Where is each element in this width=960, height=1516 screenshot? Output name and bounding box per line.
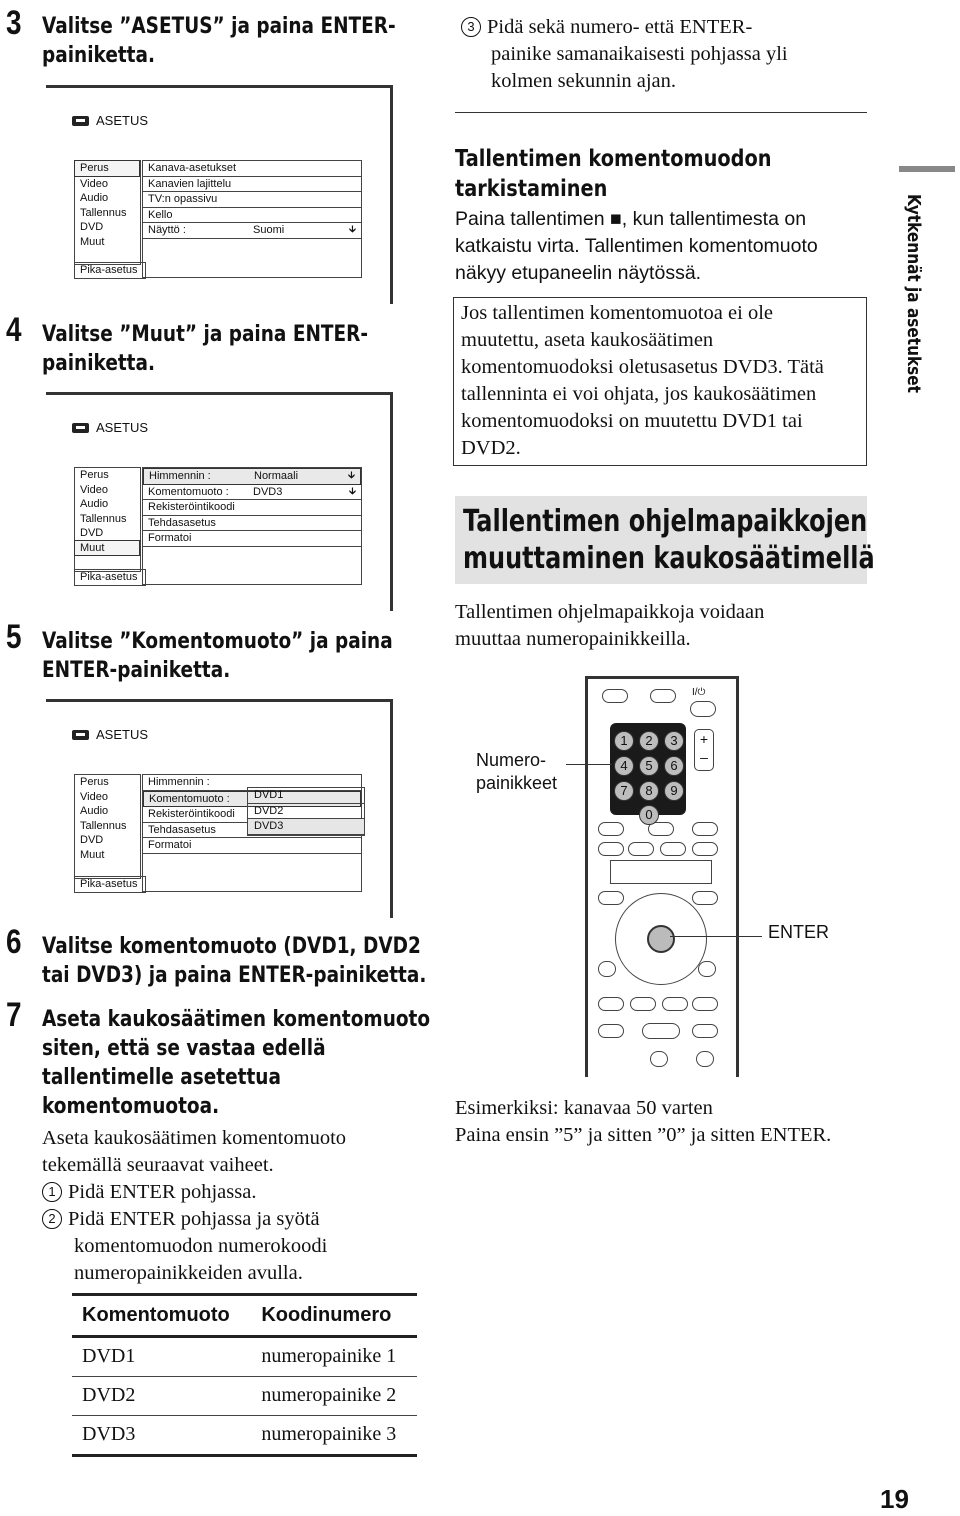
menu-row-label: Formatoi [148, 532, 192, 544]
rewind-button[interactable] [598, 1024, 624, 1038]
arrow-down-icon: 🡳 [348, 485, 356, 497]
step-7-line-3: tallentimelle asetettua [42, 1065, 281, 1090]
step-7-body-line: tekemällä seuraavat vaiheet. [42, 1154, 274, 1176]
check-heading-line: Tallentimen komentomuodon [455, 146, 772, 172]
arrow-down-icon: 🡳 [347, 470, 355, 481]
remote-button[interactable] [598, 822, 624, 836]
menu-title: ASETUS [96, 113, 149, 128]
step-4-text [42, 320, 368, 378]
enter-leader-line [670, 936, 762, 937]
step-5-text [42, 627, 393, 685]
setup-menu-other [46, 392, 393, 611]
menu-side-item[interactable]: Tallennus [80, 819, 127, 832]
toolbox-icon [72, 730, 89, 740]
stop-button[interactable] [696, 1051, 714, 1067]
menu-row[interactable] [143, 838, 361, 854]
step-7-line-4: komentomuotoa. [42, 1094, 220, 1119]
menu-row[interactable] [143, 177, 361, 193]
chapter-side-tab [899, 180, 933, 400]
number-key[interactable]: 8 [639, 781, 659, 801]
menu-row[interactable] [143, 223, 361, 239]
check-paragraph-line: Paina tallentimen ■, kun tallentimesta on [455, 208, 807, 230]
example-line: Esimerkiksi: kanavaa 50 varten [455, 1097, 713, 1119]
example-line: Paina ensin ”5” ja sitten ”0” ja sitten ENTER. [455, 1124, 832, 1146]
side-tab-bar [899, 166, 955, 172]
menu-row[interactable] [143, 208, 361, 224]
menu-quick-setup[interactable]: Pika-asetus [74, 262, 146, 279]
menu-row[interactable] [143, 468, 361, 485]
substep-text: komentomuodon numerokoodi [74, 1235, 328, 1257]
note-line: tallenninta ei voi ohjata, jos kaukosäätimen [461, 383, 817, 405]
number-key[interactable]: 9 [664, 781, 684, 801]
step-number-7: 7 [6, 996, 22, 1034]
step-number-6: 6 [6, 923, 22, 961]
menu-content [142, 467, 362, 585]
menu-row[interactable] [143, 516, 361, 532]
menu-row-label: TV:n opassivu [148, 193, 218, 205]
number-key[interactable]: 7 [614, 781, 634, 801]
note-line: Jos tallentimen komentomuotoa ei ole [461, 302, 773, 324]
menu-row-value: Suomi [253, 224, 285, 236]
setup-menu-main [46, 85, 393, 304]
menu-sidebar [74, 160, 141, 265]
divider [455, 112, 867, 113]
table-cell: DVD2 [72, 1377, 251, 1416]
table-header: Komentomuoto [72, 1295, 251, 1337]
menu-row[interactable] [143, 161, 361, 177]
menu-row-label: Formatoi [148, 839, 192, 851]
menu-side-item[interactable]: Muut [80, 848, 105, 861]
number-key[interactable]: 4 [614, 756, 634, 776]
menu-row[interactable] [143, 531, 361, 547]
menu-side-item[interactable]: Video [80, 790, 108, 803]
step-6-line-2: tai DVD3) ja paina ENTER-painiketta. [42, 963, 427, 988]
menu-row[interactable] [143, 192, 361, 208]
step-7-body [42, 1125, 346, 1287]
option-dvd2[interactable]: DVD2 [248, 804, 364, 820]
remote-button[interactable] [692, 842, 718, 856]
remote-button[interactable] [660, 842, 686, 856]
eject-button[interactable] [602, 689, 628, 703]
menu-side-item[interactable]: Audio [80, 498, 109, 510]
circled-number: 2 [42, 1209, 62, 1229]
note-line: komentomuodoksi oletusasetus DVD3. Tätä [461, 356, 824, 378]
circled-number: 3 [461, 17, 481, 37]
table-cell: numeropainike 1 [251, 1337, 417, 1377]
option-dvd1[interactable]: DVD1 [248, 788, 364, 804]
menu-title: ASETUS [96, 727, 149, 742]
note-line: DVD2. [461, 437, 521, 459]
menu-content [142, 160, 362, 278]
step-3-line-2: painiketta. [42, 43, 156, 68]
menu-row-label: Rekisteröintikoodi [148, 501, 235, 513]
step-number-3: 3 [6, 4, 22, 42]
step-7-line-2: siten, että se vastaa edellä [42, 1036, 326, 1061]
menu-row-label: Himmennin : [148, 776, 210, 788]
step-3-text [42, 12, 396, 70]
section-paragraph-line: Tallentimen ohjelmapaikkoja voidaan [455, 601, 765, 623]
menu-row-label: Komentomuoto : [148, 485, 229, 498]
number-key[interactable]: 3 [664, 731, 684, 751]
table-row [72, 1377, 417, 1416]
check-heading-line: tarkistaminen [455, 176, 608, 202]
menu-row-label: Näyttö : [148, 224, 186, 236]
command-mode-table [72, 1293, 417, 1457]
menu-row[interactable] [143, 500, 361, 516]
menu-row-label: Komentomuoto : [149, 792, 230, 805]
section-paragraph [455, 599, 764, 653]
step-5-line-1: Valitse ”Komentomuoto” ja paina [42, 629, 393, 654]
callout-line: painikkeet [476, 773, 558, 793]
menu-side-item[interactable]: DVD [80, 527, 104, 539]
menu-row-value: Normaali [254, 470, 299, 482]
toolbox-icon [72, 116, 89, 126]
menu-side-item[interactable]: DVD [80, 834, 104, 846]
menu-side-item[interactable]: Tallennus [80, 512, 127, 525]
menu-row-label: Kanava-asetukset [148, 162, 237, 174]
menu-side-item[interactable]: Audio [80, 805, 109, 817]
enter-callout: ENTER [768, 922, 830, 942]
menu-quick-setup[interactable]: Pika-asetus [74, 569, 146, 586]
number-key[interactable]: 1 [614, 731, 634, 751]
example-text [455, 1095, 831, 1149]
number-key[interactable]: 5 [639, 756, 659, 776]
remote-control [585, 676, 739, 1077]
remote-button[interactable] [628, 842, 654, 856]
check-paragraph-line: katkaistu virta. Tallentimen komentomuoto [455, 235, 818, 257]
menu-header [72, 727, 148, 742]
remote-button[interactable] [598, 842, 624, 856]
menu-row-label: Tehdasasetus [148, 823, 216, 836]
note-line: muutettu, aseta kaukosäätimen [461, 329, 714, 351]
number-keys-leader-line [566, 764, 612, 765]
remote-button[interactable] [692, 822, 718, 836]
next-button[interactable] [692, 997, 718, 1011]
number-key[interactable]: 0 [639, 805, 659, 825]
section-heading-box [455, 496, 875, 584]
step-6-line-1: Valitse komentomuoto (DVD1, DVD2 [42, 934, 421, 959]
check-paragraph-line: näkyy etupaneelin näytössä. [455, 262, 702, 284]
menu-side-item[interactable]: Video [80, 483, 108, 496]
substep-text: Pidä ENTER pohjassa. [68, 1181, 257, 1203]
menu-side-item[interactable]: Audio [80, 192, 109, 204]
table-cell: numeropainike 3 [251, 1416, 417, 1456]
menu-side-item[interactable]: DVD [80, 221, 104, 233]
color-buttons[interactable] [610, 860, 712, 884]
step-3-line-1: Valitse ”ASETUS” ja paina ENTER- [42, 14, 396, 39]
menu-side-item[interactable]: Video [80, 177, 108, 190]
table-header-row [72, 1295, 417, 1337]
arrow-down-icon: 🡳 [348, 224, 356, 235]
channel-rocker[interactable] [694, 729, 714, 771]
play-button[interactable] [642, 1023, 680, 1039]
pause-button[interactable] [650, 1051, 668, 1067]
check-paragraph [455, 206, 818, 287]
advance-button[interactable] [662, 997, 688, 1011]
step-7-text [42, 1005, 430, 1121]
table-row [72, 1337, 417, 1377]
table-row [72, 1416, 417, 1456]
top-button[interactable] [650, 689, 676, 703]
note-text [461, 300, 824, 462]
minus-icon: – [700, 749, 708, 765]
menu-row-label: Kello [148, 208, 173, 221]
menu-row-value: DVD3 [253, 485, 283, 498]
section-heading-line: muuttaminen kaukosäätimellä [463, 541, 875, 576]
menu-header [72, 113, 148, 128]
menu-sidebar [74, 467, 141, 572]
step-4-line-1: Valitse ”Muut” ja paina ENTER- [42, 322, 369, 347]
side-tab-label: Kytkennät ja asetukset [903, 194, 924, 393]
callout-line: Numero- [476, 750, 547, 770]
setup-menu-command-mode [46, 699, 393, 918]
step-7-body-line: Aseta kaukosäätimen komentomuoto [42, 1127, 347, 1149]
menu-side-item[interactable]: Tallennus [80, 206, 127, 219]
menu-side-item[interactable]: Muut [74, 540, 140, 557]
remote-button[interactable] [698, 961, 716, 977]
substep-text: Pidä sekä numero- että ENTER- [487, 16, 753, 38]
menu-header [72, 420, 148, 435]
circled-number: 1 [42, 1182, 62, 1202]
substep-text: Pidä ENTER pohjassa ja syötä [68, 1208, 320, 1230]
step-7-line-1: Aseta kaukosäätimen komentomuoto [42, 1007, 431, 1032]
substep-1 [42, 1179, 346, 1206]
menu-row-label: Kanavien lajittelu [148, 177, 232, 190]
step-5-line-2: ENTER-painiketta. [42, 658, 231, 683]
page-number: 19 [880, 1484, 909, 1514]
substep-text: numeropainikkeiden avulla. [74, 1262, 303, 1284]
table-cell: DVD1 [72, 1337, 251, 1377]
step-number-4: 4 [6, 311, 22, 349]
table-header: Koodinumero [251, 1295, 417, 1337]
remote-button[interactable] [598, 961, 616, 977]
menu-row[interactable] [143, 485, 361, 501]
menu-quick-setup[interactable]: Pika-asetus [74, 876, 146, 893]
step-4-line-2: painiketta. [42, 351, 156, 376]
menu-title: ASETUS [96, 420, 149, 435]
power-button[interactable] [690, 701, 716, 717]
note-line: komentomuodoksi on muutettu DVD1 tai [461, 410, 803, 432]
prev-button[interactable] [598, 997, 624, 1011]
substep-text: kolmen sekunnin ajan. [491, 70, 677, 92]
number-key[interactable]: 6 [664, 756, 684, 776]
section-paragraph-line: muuttaa numeropainikkeilla. [455, 628, 691, 650]
plus-icon: + [699, 731, 709, 747]
command-mode-options [247, 787, 365, 836]
table-cell: DVD3 [72, 1416, 251, 1456]
substep-text: painike samanaikaisesti pohjassa yli [491, 43, 788, 65]
enter-button[interactable] [647, 925, 675, 953]
note-box [453, 297, 867, 466]
menu-row-label: Tehdasasetus [148, 516, 216, 529]
replay-button[interactable] [630, 997, 656, 1011]
section-heading [463, 503, 875, 577]
step-6-text [42, 932, 426, 990]
menu-side-item[interactable]: Perus [80, 469, 109, 481]
fast-forward-button[interactable] [692, 1024, 718, 1038]
menu-side-item[interactable]: Perus [80, 776, 109, 788]
menu-row-label: Himmennin : [149, 470, 211, 482]
power-icon: I/⏻ [692, 687, 706, 698]
option-dvd3[interactable]: DVD3 [248, 819, 364, 835]
menu-row-label: Rekisteröintikoodi [148, 808, 235, 820]
menu-sidebar [74, 774, 141, 879]
menu-side-item[interactable]: Perus [74, 160, 140, 177]
toolbox-icon [72, 423, 89, 433]
remote-button[interactable] [598, 891, 624, 905]
substep-3 [467, 14, 788, 95]
section-heading-line: Tallentimen ohjelmapaikkojen [463, 504, 868, 539]
number-keys-callout [476, 749, 557, 795]
substep-2 [42, 1206, 346, 1233]
check-heading [455, 144, 772, 204]
remote-button[interactable] [692, 891, 718, 905]
step-number-5: 5 [6, 618, 22, 656]
number-key[interactable]: 2 [639, 731, 659, 751]
table-cell: numeropainike 2 [251, 1377, 417, 1416]
menu-side-item[interactable]: Muut [80, 235, 105, 248]
